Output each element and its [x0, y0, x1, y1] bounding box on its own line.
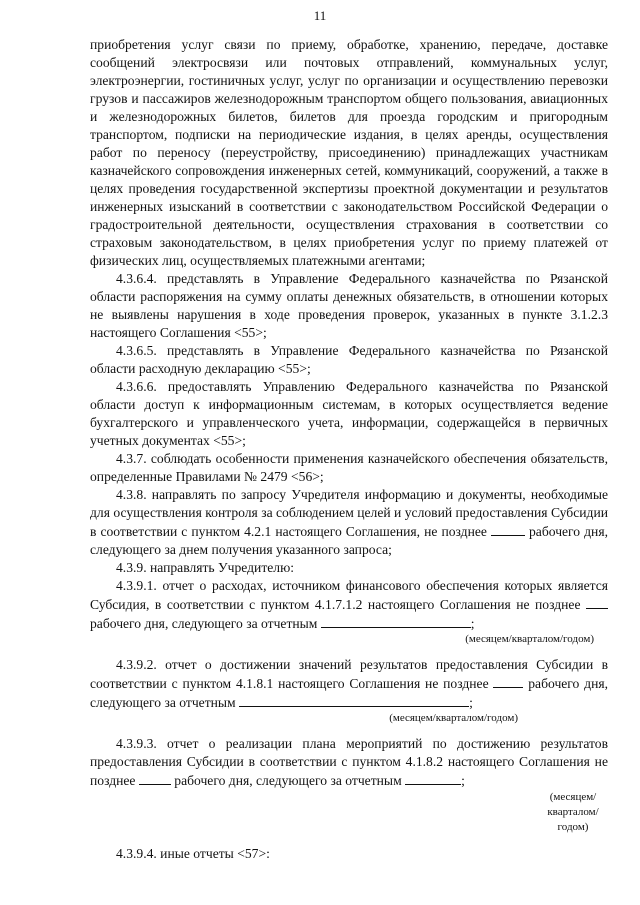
period-hint: (месяцем/кварталом/годом) [389, 712, 518, 724]
paragraph-4-3-6-6: 4.3.6.6. предоставлять Управлению Федерального казначейства по Рязанской области доступ к информационным системам, в которых осуществляется ведение бухгалтерского и управленческого учета, информации, содержащейся в первичных учетных документах <55>; [90, 379, 608, 448]
fill-blank[interactable] [321, 614, 471, 628]
paragraph-4-3-7: 4.3.7. соблюдать особенности применения казначейского обеспечения обязательств, определенные Правилами № 2479 <56>; [90, 451, 608, 484]
paragraph-4-3-6-5: 4.3.6.5. представлять в Управление Федерального казначейства по Рязанской области расходную декларацию <55>; [90, 343, 608, 376]
paragraph-4-3-9-1-text-end: ; [470, 616, 475, 631]
period-hint [538, 790, 608, 835]
paragraph-4-3-9-4: 4.3.9.4. иные отчеты <57>: [116, 846, 270, 861]
fill-blank[interactable] [491, 522, 525, 536]
period-hint-line: годом) [557, 821, 589, 833]
paragraph-4-3-9-1-text-start: 4.3.9.1. отчет о расходах, источником финансового обеспечения которых является Субсидия, в соответствии с пунктом 4.1.7.1.2 настоящего Соглашения не позднее [90, 578, 608, 612]
paragraph-4-3-9: 4.3.9. направлять Учредителю: [116, 560, 295, 575]
paragraph-continuation: приобретения услуг связи по приему, обработке, хранению, передаче, доставке сообщений электросвязи или почтовых отправлений, коммунальных услуг, электроэнергии, гостиничных услуг, услуг по организации и осуществлению перевозки грузов и пассажиров железнодорожным транспортом общего пользования, авиационных и железнодорожных билетов, билетов для проезда городским и пригородным транспортом, подписки на периодические издания, в целях аренды, осуществления работ по переносу (переустройству, присоединению) принадлежащих участникам казначейского сопровождения инженерных сетей, коммуникаций, сооружений, а также в целях проведения государственной экспертизы проектной документации и результатов инженерных изысканий в соответствии с законодательством Российской Федерации о градостроительной деятельности, осуществления страхования в соответствии со страховым законодательством, в целях приобретения услуг по приему платежей от физических лиц, осуществляемых платежными агентами; [90, 37, 608, 268]
paragraph-4-3-9-3 [90, 735, 608, 790]
period-hint-line: кварталом/ [547, 806, 599, 818]
paragraph-4-3-9-3-text-end: ; [461, 773, 465, 788]
paragraph-4-3-9-2-text-end: ; [469, 695, 473, 710]
fill-blank[interactable] [405, 771, 461, 785]
page-number: 11 [313, 8, 327, 23]
fill-blank[interactable] [493, 674, 523, 688]
paragraph-4-3-9-2-text-start: 4.3.9.2. отчет о достижении значений результатов предоставления Субсидии в соответствии с пунктом 4.1.8.1 настоящего Соглашения не позднее [90, 657, 608, 691]
fill-blank[interactable] [239, 693, 469, 707]
paragraph-4-3-8-text-end: рабочего дня, следующего за днем получения указанного запроса; [90, 524, 608, 557]
fill-blank[interactable] [586, 595, 608, 609]
fill-blank[interactable] [139, 771, 171, 785]
period-hint: (месяцем/кварталом/годом) [465, 633, 594, 645]
paragraph-4-3-8-text-start: 4.3.8. направлять по запросу Учредителя информацию и документы, необходимые для осуществления контроля за соблюдением целей и условий предоставления Субсидии в соответствии с пунктом 4.2.1 настоящего Соглашения, не позднее [90, 487, 608, 539]
paragraph-4-3-6-4: 4.3.6.4. представлять в Управление Федерального казначейства по Рязанской области распоряжения на сумму оплаты денежных обязательств, в отношении которых не выявлены нарушения в ходе проведения проверок, указанных в пункте 3.1.2.3 настоящего Соглашения <55>; [90, 271, 608, 340]
paragraph-4-3-9-3-text-mid: рабочего дня, следующего за отчетным [174, 773, 402, 788]
paragraph-4-3-9-3-text-start: 4.3.9.3. отчет о реализации плана мероприятий по достижению результатов предоставления Субсидии в соответствии с пунктом 4.1.8.2 настоящего Соглашения не позднее [90, 736, 608, 788]
paragraph-4-3-9-2-text-mid: рабочего дня, следующего за отчетным [90, 676, 608, 710]
period-hint-line: (месяцем/ [549, 791, 597, 803]
paragraph-4-3-9-1 [90, 577, 608, 633]
paragraph-4-3-9-1-text-mid: рабочего дня, следующего за отчетным [90, 616, 318, 631]
paragraph-4-3-9-2 [90, 656, 608, 712]
paragraph-4-3-8 [90, 486, 608, 559]
document-body [90, 36, 608, 863]
